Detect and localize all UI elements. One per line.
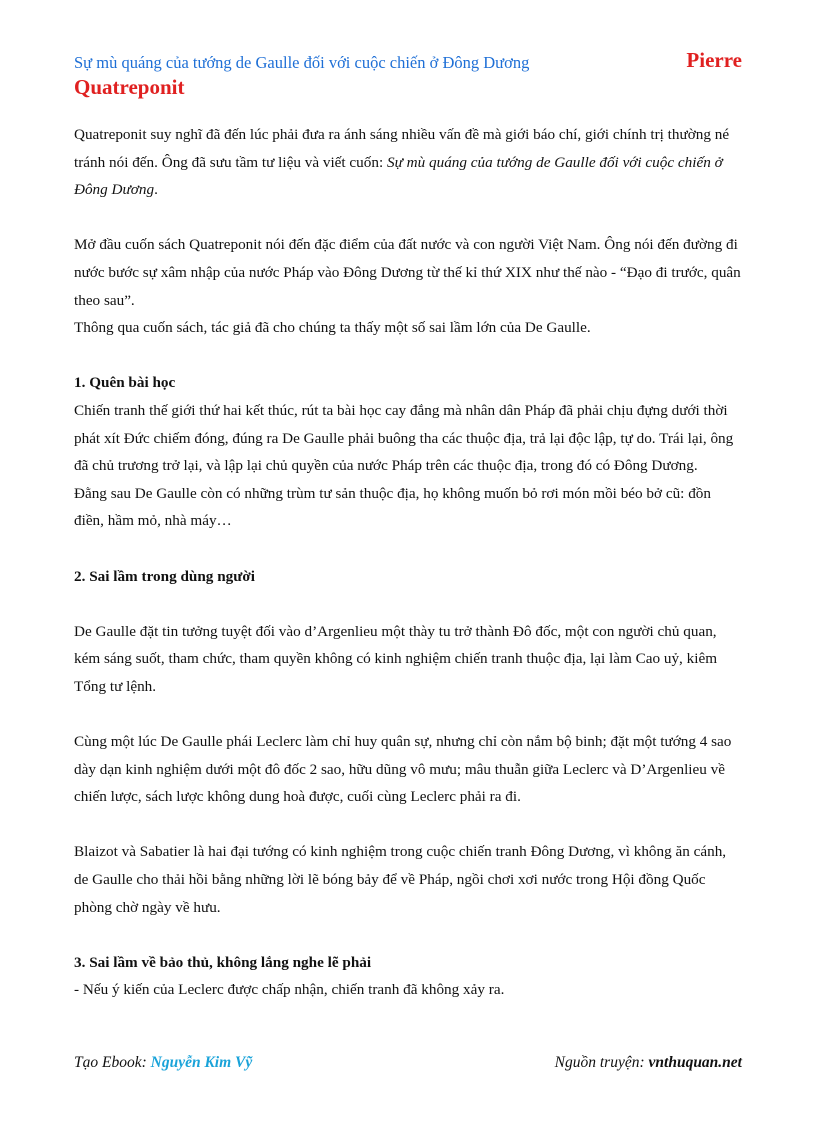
author-last-name: Quatreponit bbox=[74, 75, 185, 99]
section-1-paragraph-1: Chiến tranh thế giới thứ hai kết thúc, rút ta bài học cay đắng mà nhân dân Pháp đã phải chịu đựng dưới thời phát xít Đức chiếm đóng, đúng ra De Gaulle phải buông tha các thuộc địa, trả lại độc lập, tự do. Trái lại, ông đã chủ trương trở lại, và lập lại chủ quyền của nước Pháp trên các thuộc địa, trong đó có Đông Dương. bbox=[74, 401, 734, 475]
book-title: Sự mù quáng của tướng de Gaulle đối với cuộc chiến ở Đông Dương bbox=[74, 53, 530, 72]
section-1-paragraph-2: Đằng sau De Gaulle còn có những trùm tư sản thuộc địa, họ không muốn bỏ rơi món mồi béo bở cũ: đồn điền, hầm mỏ, nhà máy… bbox=[74, 484, 711, 530]
source-site: vnthuquan.net bbox=[648, 1054, 742, 1071]
document-body bbox=[74, 121, 742, 1004]
section-2-paragraph-2: Cùng một lúc De Gaulle phái Leclerc làm chỉ huy quân sự, nhưng chỉ còn nắm bộ binh; đặt một tướng 4 sao dày dạn kinh nghiệm dưới một đô đốc 2 sao, hữu dũng vô mưu; mâu thuẫn giữa Leclerc và D’Argenlieu về chiến lược, sách lược không dung hoà được, cuối cùng Leclerc phải ra đi. bbox=[74, 733, 732, 806]
intro-paragraph-3: Thông qua cuốn sách, tác giả đã cho chúng ta thấy một số sai lầm lớn của De Gaulle. bbox=[74, 319, 591, 337]
section-2-paragraph-3: Blaizot và Sabatier là hai đại tướng có kinh nghiệm trong cuộc chiến tranh Đông Dương, vì không ăn cánh, de Gaulle cho thải hồi bằng những lời lẽ bóng bảy để về Pháp, ngồi chơi xơi nước trong Hội đồng Quốc phòng chờ ngày về hưu. bbox=[74, 843, 727, 916]
intro-paragraph-2: Mở đầu cuốn sách Quatreponit nói đến đặc điểm của đất nước và con người Việt Nam. Ông nói đến đường đi nước bước sự xâm nhập của nước Pháp vào Đông Dương từ thế kỉ thứ XIX như thế nào - “Đạo đi trước, quân theo sau”. bbox=[74, 236, 741, 309]
footer-ebook-credit: Tạo Ebook: Nguyễn Kim Vỹ bbox=[74, 1054, 253, 1071]
title-line bbox=[74, 48, 742, 74]
intro-text: Quatreponit suy nghĩ đã đến lúc phải đưa ra ánh sáng nhiều vấn đề mà giới báo chí, giới chính trị thường né tránh nói đến. Ông đã sưu tầm tư liệu và viết cuốn: bbox=[74, 126, 730, 171]
document-header bbox=[74, 48, 742, 99]
intro-end: . bbox=[154, 181, 158, 199]
section-3-heading: 3. Sai lầm về bảo thủ, không lắng nghe lẽ phải bbox=[74, 953, 372, 971]
section-2-paragraph-1: De Gaulle đặt tin tưởng tuyệt đối vào d’Argenlieu một thày tu trở thành Đô đốc, một con người chủ quan, kém sáng suốt, tham chức, tham quyền không có kinh nghiệm chiến tranh thuộc địa, lại làm Cao uỷ, kiêm Tổng tư lệnh. bbox=[74, 622, 718, 695]
section-1-heading: 1. Quên bài học bbox=[74, 374, 176, 392]
author-first-name: Pierre bbox=[686, 48, 742, 72]
ebook-creator: Nguyễn Kim Vỹ bbox=[150, 1054, 253, 1071]
footer-source: Nguồn truyện: vnthuquan.net bbox=[554, 1054, 742, 1071]
section-3-paragraph-1: - Nếu ý kiến của Leclerc được chấp nhận, chiến tranh đã không xảy ra. bbox=[74, 981, 505, 999]
intro-paragraph-1 bbox=[74, 121, 742, 204]
book-title-italic: Sự mù quáng của tướng de Gaulle đối với cuộc chiến ở Đông Dương bbox=[74, 153, 723, 199]
section-2-heading: 2. Sai lầm trong dùng người bbox=[74, 567, 255, 585]
